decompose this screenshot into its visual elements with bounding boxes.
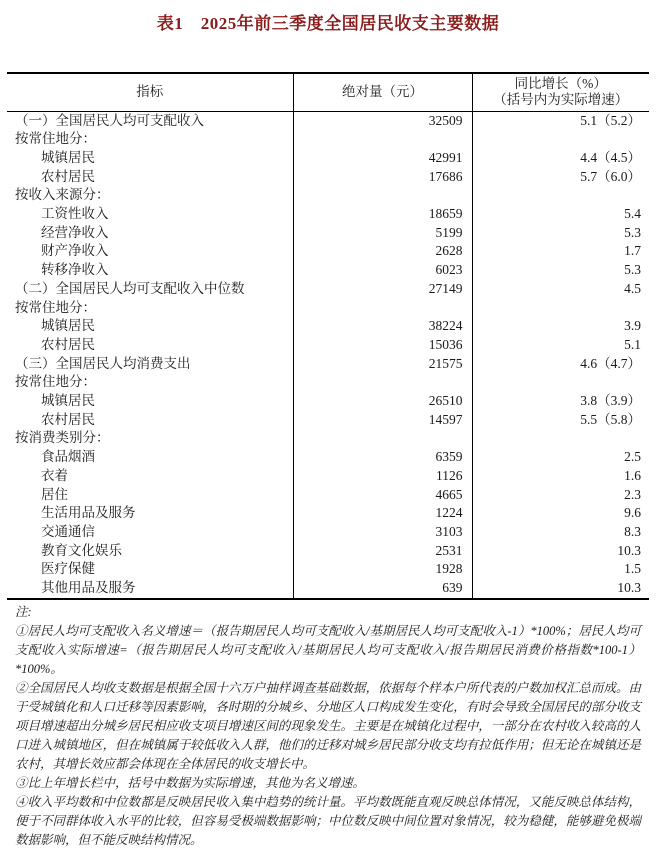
table-row: [7, 467, 649, 486]
absolute-value-cell: [293, 299, 472, 318]
absolute-value-cell: 18659: [293, 205, 472, 224]
indicator-cell: 按常住地分：: [15, 374, 96, 390]
table-body: [7, 111, 649, 599]
growth-value-cell: [472, 429, 649, 448]
table-row: [7, 149, 649, 168]
growth-value-cell: 8.3: [472, 523, 649, 542]
growth-value-cell: 4.6（4.7）: [472, 355, 649, 374]
absolute-value-cell: [293, 186, 472, 205]
growth-value-cell: 10.3: [472, 542, 649, 561]
table-row: [7, 111, 649, 130]
header-indicator: 指标: [7, 73, 293, 111]
notes-label: 注:: [15, 604, 32, 619]
header-growth-line2: （括号内为实际增速）: [493, 92, 629, 108]
absolute-value-cell: 14597: [293, 411, 472, 430]
indicator-cell: 医疗保健: [41, 561, 95, 577]
absolute-value-cell: 1224: [293, 504, 472, 523]
header-row: [7, 73, 649, 111]
table-row: [7, 373, 649, 392]
table-row: [7, 542, 649, 561]
table-row: [7, 168, 649, 187]
indicator-cell: 财产净收入: [41, 243, 109, 259]
table-row: [7, 224, 649, 243]
growth-value-cell: 5.7（6.0）: [472, 168, 649, 187]
indicator-cell: 城镇居民: [41, 149, 95, 165]
header-growth: [472, 73, 649, 111]
indicator-cell: 按常住地分：: [15, 131, 96, 147]
header-absolute: 绝对量（元）: [293, 73, 472, 111]
growth-value-cell: 5.3: [472, 261, 649, 280]
growth-value-cell: 4.4（4.5）: [472, 149, 649, 168]
growth-value-cell: 2.3: [472, 486, 649, 505]
absolute-value-cell: 17686: [293, 168, 472, 187]
indicator-cell: 经营净收入: [41, 224, 109, 240]
table-row: [7, 261, 649, 280]
growth-value-cell: 10.3: [472, 579, 649, 599]
table-row: [7, 336, 649, 355]
indicator-cell: 转移净收入: [41, 262, 109, 278]
absolute-value-cell: 4665: [293, 486, 472, 505]
absolute-value-cell: [293, 130, 472, 149]
note-item-2: ②全国居民人均收支数据是根据全国十六万户抽样调查基础数据，依据每个样本户所代表的户数加权汇总而成。由于受城镇化和人口迁移等因素影响，各时期的分城乡、分地区人口构成发生变化，有时会导致全国居民的部分收支项目增速超出分城乡居民相应收支项目增速区间的现象发生。主要是在城镇化过程中，一部分在农村收入较高的人口进入城镇地区，但在城镇属于较低收入人群，他们的迁移对城乡居民部分收支均有拉低作用；但无论在城镇还是农村，其增长效应都会体现在全体居民的收支增长中。: [15, 680, 641, 771]
indicator-cell: 农村居民: [41, 336, 95, 352]
page-title: 表1 2025年前三季度全国居民收支主要数据: [156, 14, 500, 33]
absolute-value-cell: 15036: [293, 336, 472, 355]
notes-section: [7, 600, 649, 850]
note-item-1: ①居民人均可支配收入名义增速＝（报告期居民人均可支配收入/基期居民人均可支配收入-1）*100%；居民人均可支配收入实际增速=（报告期居民人均可支配收入/基期居民人均可支配收入/报告期居民消费价格指数*100-1）*100%。: [15, 623, 641, 676]
growth-value-cell: 5.3: [472, 224, 649, 243]
growth-value-cell: 5.1: [472, 336, 649, 355]
absolute-value-cell: 2628: [293, 242, 472, 261]
growth-value-cell: 5.1（5.2）: [472, 111, 649, 130]
growth-value-cell: 2.5: [472, 448, 649, 467]
growth-value-cell: 1.5: [472, 560, 649, 579]
absolute-value-cell: 42991: [293, 149, 472, 168]
table-row: [7, 429, 649, 448]
indicator-cell: 居住: [41, 486, 68, 502]
absolute-value-cell: 1126: [293, 467, 472, 486]
indicator-cell: 农村居民: [41, 168, 95, 184]
indicator-cell: 城镇居民: [41, 393, 95, 409]
table-header: [7, 73, 649, 111]
table-row: [7, 280, 649, 299]
indicator-cell: 农村居民: [41, 411, 95, 427]
note-item-4: ④收入平均数和中位数都是反映居民收入集中趋势的统计量。平均数既能直观反映总体情况，又能反映总体结构，便于不同群体收入水平的比较，但容易受极端数据影响；中位数反映中间位置对象情况，较为稳健，能够避免极端数据影响，但不能反映结构情况。: [15, 794, 641, 847]
table-row: [7, 186, 649, 205]
absolute-value-cell: 32509: [293, 111, 472, 130]
indicator-cell: 交通通信: [41, 523, 95, 539]
absolute-value-cell: 6359: [293, 448, 472, 467]
header-growth-line1: 同比增长（%）: [514, 76, 607, 92]
absolute-value-cell: [293, 373, 472, 392]
growth-value-cell: 1.7: [472, 242, 649, 261]
indicator-cell: 工资性收入: [41, 206, 109, 222]
indicator-cell: 生活用品及服务: [41, 505, 136, 521]
growth-value-cell: 9.6: [472, 504, 649, 523]
absolute-value-cell: 639: [293, 579, 472, 599]
indicator-cell: 食品烟酒: [41, 449, 95, 465]
table-row: [7, 299, 649, 318]
table-row: [7, 504, 649, 523]
absolute-value-cell: 2531: [293, 542, 472, 561]
absolute-value-cell: 26510: [293, 392, 472, 411]
growth-value-cell: 3.8（3.9）: [472, 392, 649, 411]
table-row: [7, 130, 649, 149]
absolute-value-cell: 21575: [293, 355, 472, 374]
absolute-value-cell: 1928: [293, 560, 472, 579]
absolute-value-cell: 6023: [293, 261, 472, 280]
table-row: [7, 242, 649, 261]
growth-value-cell: 3.9: [472, 317, 649, 336]
table-row: [7, 392, 649, 411]
indicator-cell: 按收入来源分：: [15, 187, 110, 203]
table-row: [7, 411, 649, 430]
absolute-value-cell: 3103: [293, 523, 472, 542]
indicator-cell: 按常住地分：: [15, 299, 96, 315]
growth-value-cell: 4.5: [472, 280, 649, 299]
growth-value-cell: 1.6: [472, 467, 649, 486]
indicator-cell: 教育文化娱乐: [41, 542, 122, 558]
absolute-value-cell: [293, 429, 472, 448]
table-row: [7, 355, 649, 374]
table-row: [7, 523, 649, 542]
table-row: [7, 579, 649, 599]
indicator-cell: （一）全国居民人均可支配收入: [15, 112, 204, 128]
absolute-value-cell: 38224: [293, 317, 472, 336]
indicator-cell: （二）全国居民人均可支配收入中位数: [15, 280, 245, 296]
growth-value-cell: [472, 186, 649, 205]
note-item-3: ③比上年增长栏中，括号中数据为实际增速，其他为名义增速。: [15, 775, 366, 790]
income-expenditure-table: [7, 72, 649, 600]
table-row: [7, 448, 649, 467]
growth-value-cell: 5.5（5.8）: [472, 411, 649, 430]
indicator-cell: 衣着: [41, 467, 68, 483]
indicator-cell: 城镇居民: [41, 318, 95, 334]
growth-value-cell: [472, 130, 649, 149]
table-row: [7, 560, 649, 579]
table-row: [7, 317, 649, 336]
absolute-value-cell: 5199: [293, 224, 472, 243]
growth-value-cell: 5.4: [472, 205, 649, 224]
table-row: [7, 486, 649, 505]
indicator-cell: 按消费类别分：: [15, 430, 110, 446]
growth-value-cell: [472, 299, 649, 318]
absolute-value-cell: 27149: [293, 280, 472, 299]
indicator-cell: 其他用品及服务: [41, 580, 136, 596]
growth-value-cell: [472, 373, 649, 392]
table-row: [7, 205, 649, 224]
indicator-cell: （三）全国居民人均消费支出: [15, 355, 191, 371]
